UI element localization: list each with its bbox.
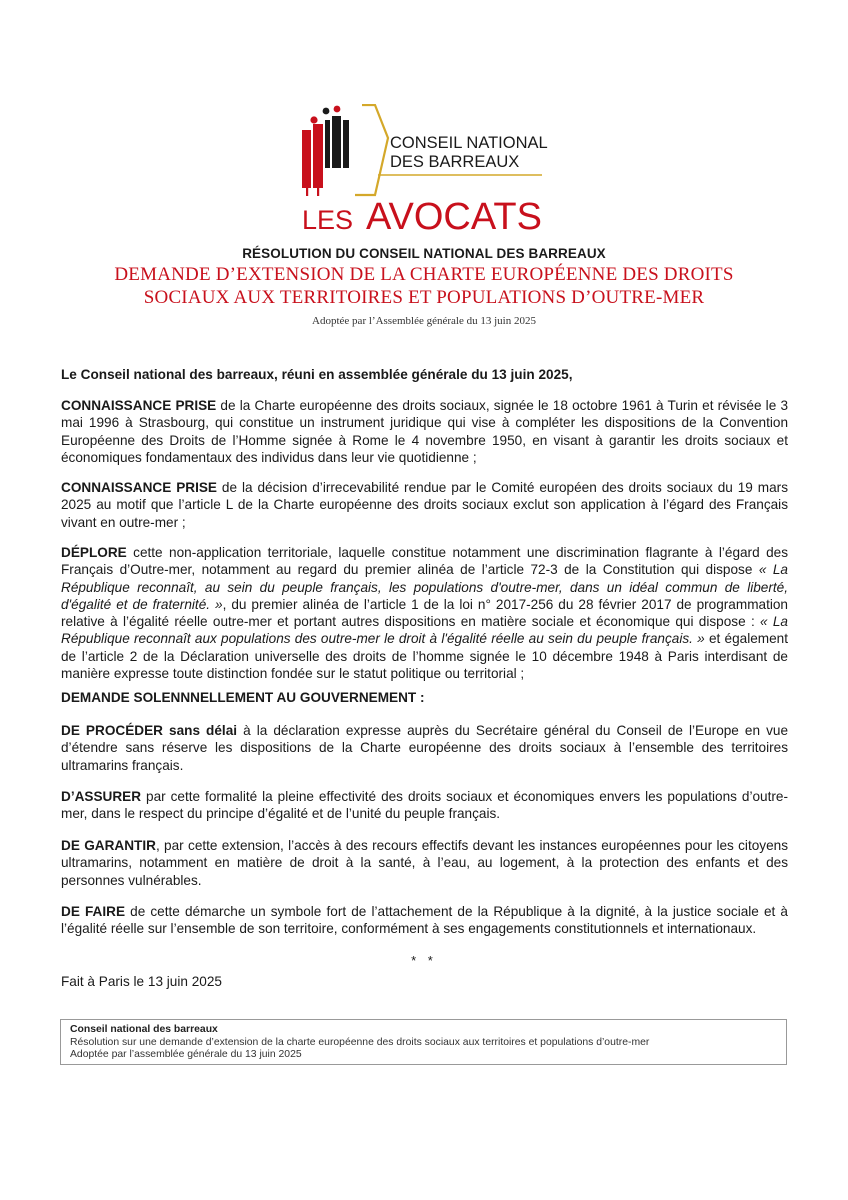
logo-brand-main: AVOCATS	[366, 196, 542, 234]
footer-org: Conseil national des barreaux	[70, 1024, 218, 1035]
paragraph-connaissance-2	[61, 479, 788, 531]
paragraph-proceder	[61, 722, 788, 774]
footer-line2: Adoptée par l’assemblée générale du 13 juin 2025	[70, 1049, 302, 1061]
footer-box	[60, 1019, 787, 1065]
intro-paragraph: Le Conseil national des barreaux, réuni en assemblée générale du 13 juin 2025,	[61, 367, 573, 382]
cnb-logo-graphic	[300, 104, 550, 234]
paragraph-text: à la déclaration expresse auprès du Secrétaire général du Conseil de l’Europe en vue d’étendre sans réserve les dispositions de la Charte européenne des droits sociaux à l’ensemble des territoires ultramarins français.	[61, 723, 789, 773]
cnb-logo	[300, 104, 550, 234]
resolution-title: RÉSOLUTION DU CONSEIL NATIONAL DES BARREAUX	[242, 246, 606, 261]
paragraph-faire	[61, 903, 788, 938]
paragraph-lead: DE GARANTIR	[61, 838, 156, 853]
paragraph-assurer	[61, 788, 788, 823]
resolution-subject	[0, 263, 848, 309]
paragraph-text: , du premier alinéa de l’article 1 de la loi n° 2017-256 du 28 février 2017 de programmation relative à l’égalité réelle outre-mer et portant autres dispositions en matière sociale et économique qui dispose :	[61, 596, 788, 630]
signature-line: Fait à Paris le 13 juin 2025	[61, 974, 222, 989]
paragraph-garantir	[61, 837, 788, 889]
paragraph-lead: DE FAIRE	[61, 904, 126, 919]
resolution-subject-line1: DEMANDE D’EXTENSION DE LA CHARTE EUROPÉENNE DES DROITS	[114, 264, 734, 285]
demande-heading: DEMANDE SOLENNNELLEMENT AU GOUVERNEMENT :	[61, 690, 425, 705]
logo-org-line1: CONSEIL NATIONAL	[390, 134, 548, 152]
paragraph-text: de la décision d’irrecevabilité rendue par le Comité européen des droits sociaux du 19 mars 2025 au motif que l’article L de la Charte européenne des droits sociaux exclut son application à l’égard des Français vivant en outre-mer ;	[61, 480, 788, 530]
paragraph-lead: DÉPLORE	[61, 545, 127, 560]
paragraph-deplore	[61, 544, 788, 682]
paragraph-text: de cette démarche un symbole fort de l’attachement de la République à la dignité, à la justice sociale et à l’égalité réelle sur l’ensemble de son territoire, conformément à ses engagements constitutionnels et internationaux.	[61, 904, 788, 937]
constitution-quote: « La République reconnaît, au sein du peuple français, les populations d'outre-mer, dans un idéal commun de liberté, d'égalité et de fraternité. »	[61, 562, 788, 612]
paragraph-text: de la Charte européenne des droits sociaux, signée le 18 octobre 1961 à Turin et révisée le 3 mai 1996 à Strasbourg, qui constitue un instrument juridique qui vise à compléter les dispositions de la Convention Européenne des Droits de l’Homme signée à Rome le 4 novembre 1950, en visant à garantir les droits sociaux et économiques fondamentaux des individus dans leur vie quotidienne ;	[61, 398, 789, 465]
adoption-note: Adoptée par l’Assemblée générale du 13 juin 2025	[312, 315, 536, 327]
paragraph-connaissance-1	[61, 397, 788, 466]
paragraph-lead: CONNAISSANCE PRISE	[61, 398, 217, 413]
paragraph-lead: CONNAISSANCE PRISE	[61, 480, 217, 495]
paragraph-lead: D’ASSURER	[61, 789, 142, 804]
paragraph-text: par cette formalité la pleine effectivité des droits sociaux et économiques envers les populations d’outre-mer, dans le respect du principe d’égalité et de l’unité du peuple français.	[61, 789, 788, 822]
paragraph-text: et également de l’article 2 de la Déclaration universelle des droits de l’homme signée le 10 décembre 1948 à Paris interdisant de manière expresse toute distinction fondée sur le statut politique ou territorial ;	[61, 631, 788, 682]
paragraph-text: cette non-application territoriale, laquelle constitue notamment une discrimination flagrante à l’égard des Français d’Outre-mer, notamment au regard du premier alinéa de l’article 72-3 de la Constitution qui dispose	[61, 545, 788, 578]
paragraph-lead: DE PROCÉDER sans délai	[61, 723, 238, 738]
footer-line1: Résolution sur une demande d’extension de la charte européenne des droits sociaux aux territoires et populations d’outre-mer	[70, 1036, 650, 1048]
logo-org-line2: DES BARREAUX	[390, 153, 520, 171]
logo-brand-prefix: LES	[302, 205, 354, 234]
resolution-subject-line2: SOCIAUX AUX TERRITOIRES ET POPULATIONS D’OUTRE-MER	[143, 287, 705, 308]
law-quote: « La République reconnaît aux populations des outre-mer le droit à l'égalité réelle au sein du peuple français. »	[61, 614, 788, 647]
paragraph-text: , par cette extension, l’accès à des recours effectifs devant les instances européennes pour les citoyens ultramarins, notamment en matière de droit à la santé, à l’eau, au logement, à la protection des enfants et des personnes vulnérables.	[61, 838, 789, 888]
separator-stars: * *	[411, 953, 437, 968]
